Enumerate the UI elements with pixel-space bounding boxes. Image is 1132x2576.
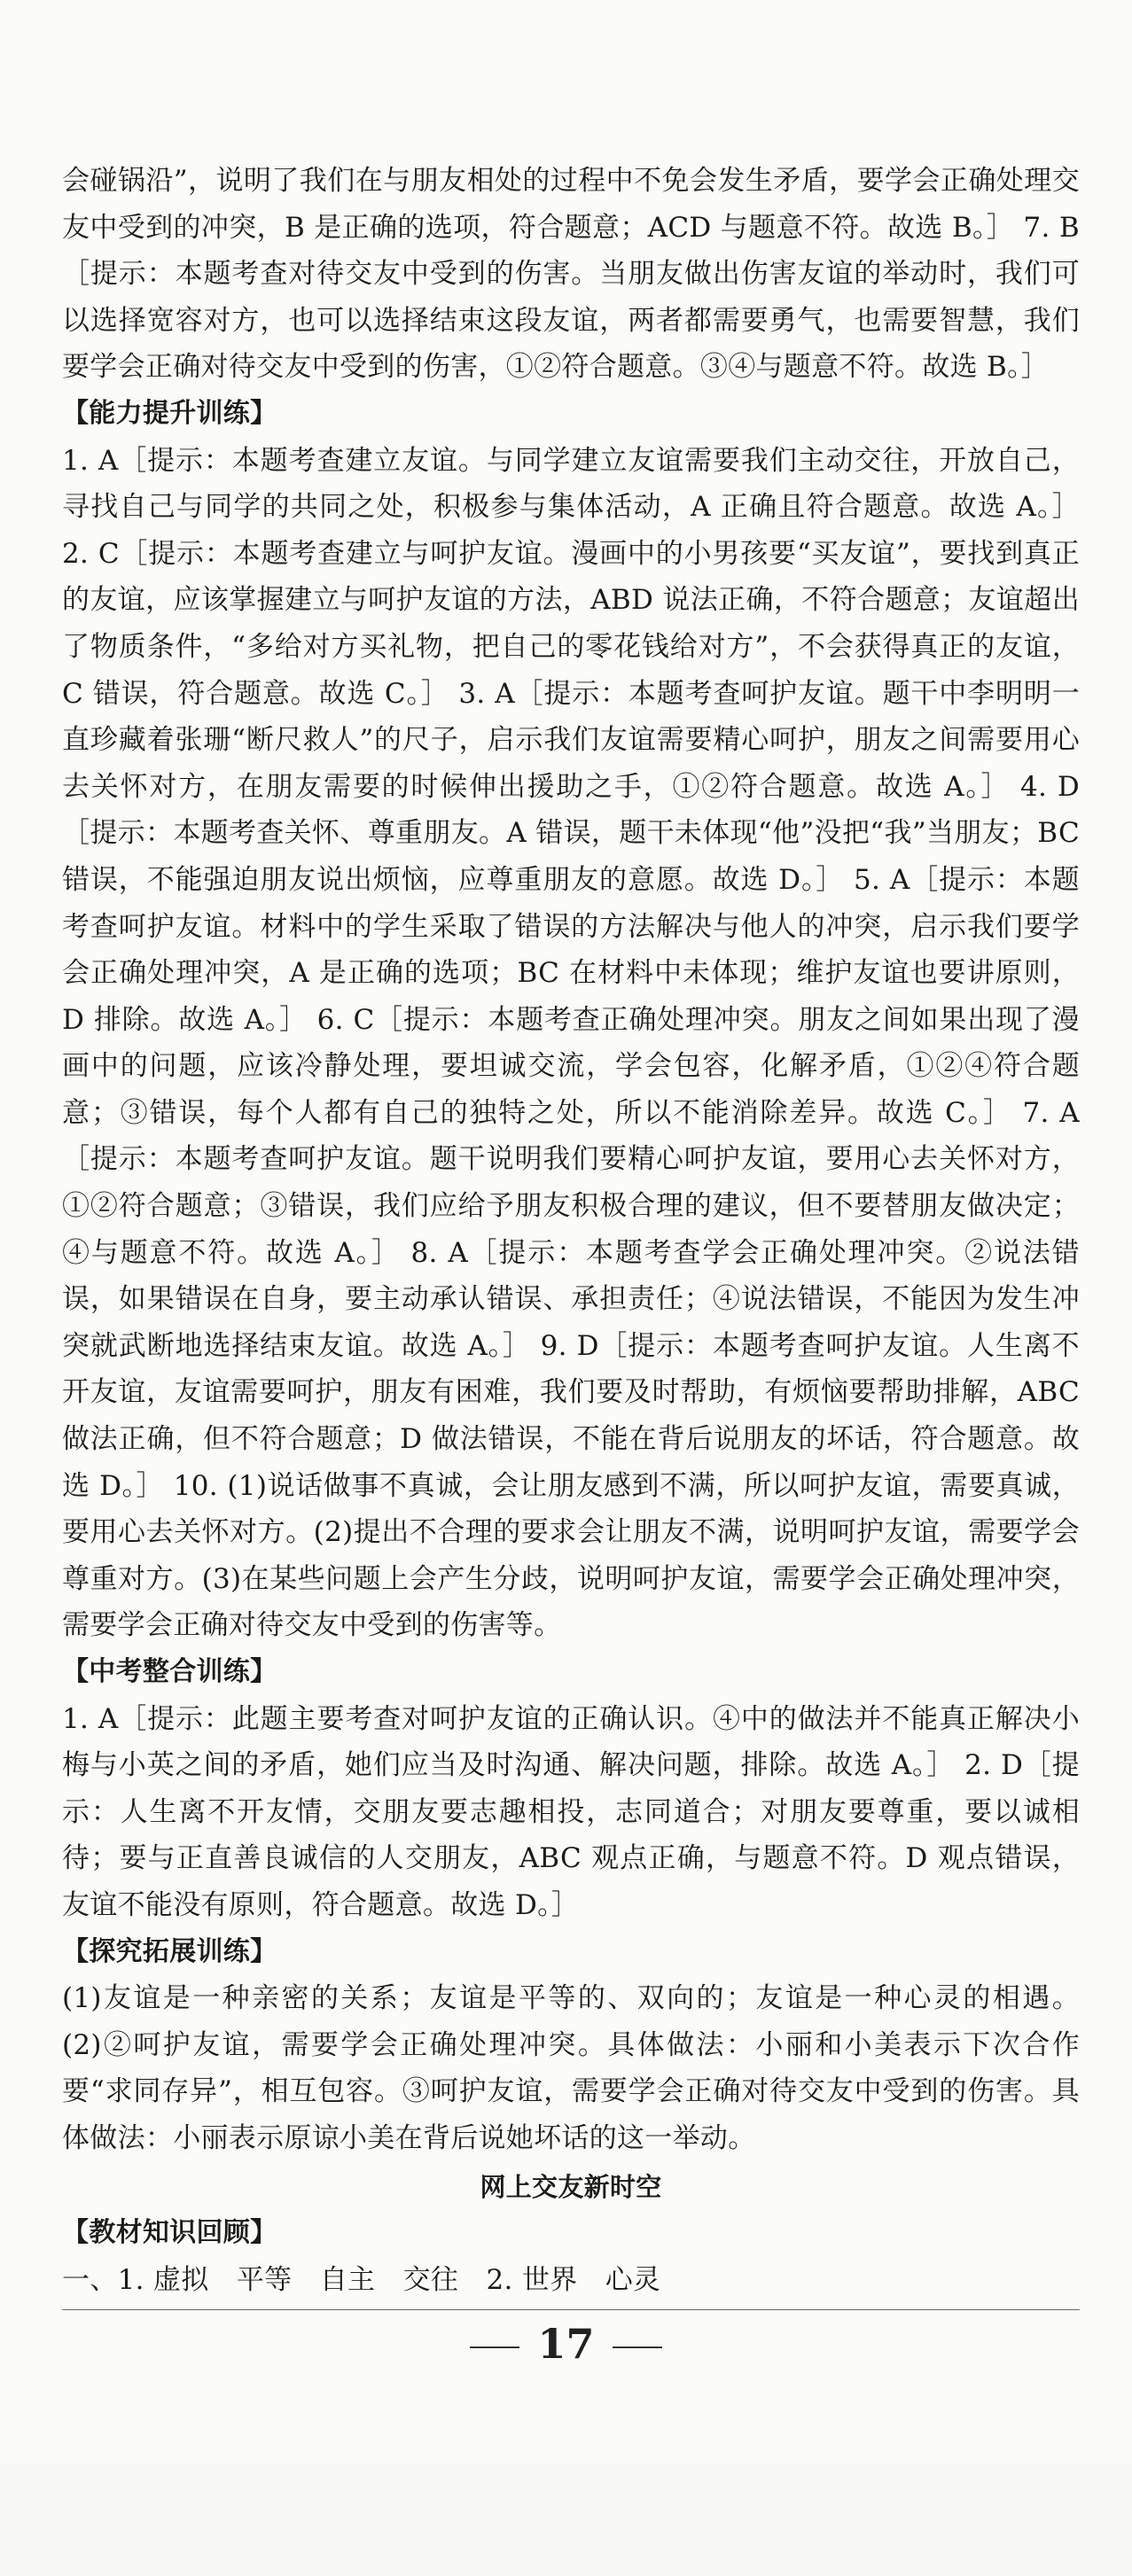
section-heading: 【探究拓展训练】	[62, 1935, 277, 1967]
page-number: 17	[537, 2320, 595, 2368]
footer-dash-left	[470, 2346, 519, 2348]
lesson-title: 网上交友新时空	[480, 2171, 662, 2202]
answer-text-body	[62, 158, 1080, 2303]
answer-paragraph: 一、1. 虚拟 平等 自主 交往 2. 世界 心灵	[62, 2263, 661, 2296]
answer-paragraph: 1. A［提示：本题考查建立友谊。与同学建立友谊需要我们主动交往，开放自己，寻找自己与同学的共同之处，积极参与集体活动，A 正确且符合题意。故选 A。］ 2. C［提示：本题考查建立与呵护友谊。漫画中的小男孩要“买友谊”，要找到真正的友谊，应该掌握建立与呵护友谊的方法，ABD 说法正确，不符合题意；友谊超出了物质条件，“多给对方买礼物，把自己的零花钱给对方”，不会获得真正的友谊，C 错误，符合题意。故选 C。］ 3. A［提示：本题考查呵护友谊。题干中李明明一直珍藏着张珊“断尺救人”的尺子，启示我们友谊需要精心呵护，朋友之间需要用心去关怀对方，在朋友需要的时候伸出援助之手，①②符合题意。故选 A。］ 4. D［提示：本题考查关怀、尊重朋友。A 错误，题干未体现“他”没把“我”当朋友；BC 错误，不能强迫朋友说出烦恼，应尊重朋友的意愿。故选 D。］ 5. A［提示：本题考查呵护友谊。材料中的学生采取了错误的方法解决与他人的冲突，启示我们要学会正确处理冲突，A 是正确的选项；BC 在材料中未体现；维护友谊也要讲原则，D 排除。故选 A。］ 6. C［提示：本题考查正确处理冲突。朋友之间如果出现了漫画中的问题，应该冷静处理，要坦诚交流，学会包容，化解矛盾，①②④符合题意；③错误，每个人都有自己的独特之处，所以不能消除差异。故选 C。］ 7. A［提示：本题考查呵护友谊。题干说明我们要精心呵护友谊，要用心去关怀对方，①②符合题意；③错误，我们应给予朋友积极合理的建议，但不要替朋友做决定；④与题意不符。故选 A。］ 8. A［提示：本题考查学会正确处理冲突。②说法错误，如果错误在自身，要主动承认错误、承担责任；④说法错误，不能因为发生冲突就武断地选择结束友谊。故选 A。］ 9. D［提示：本题考查呵护友谊。人生离不开友谊，友谊需要呵护，朋友有困难，我们要及时帮助，有烦恼要帮助排解，ABC 做法正确，但不符合题意；D 做法错误，不能在背后说朋友的坏话，符合题意。故选 D。］ 10. (1)说话做事不真诚，会让朋友感到不满，所以呵护友谊，需要真诚，要用心去关怀对方。(2)提出不合理的要求会让朋友不满，说明呵护友谊，需要学会尊重对方。(3)在某些问题上会产生分歧，说明呵护友谊，需要学会正确处理冲突，需要学会正确对待交友中受到的伤害等。	[62, 444, 1080, 1642]
section-heading: 【能力提升训练】	[62, 397, 277, 429]
blank-margin	[0, 2463, 1132, 2576]
answer-paragraph: 1. A［提示：此题主要考查对呵护友谊的正确认识。④中的做法并不能真正解决小梅与小英之间的矛盾，她们应当及时沟通、解决问题，排除。故选 A。］ 2. D［提示：人生离不开友情，交朋友要志趣相投，志同道合；对朋友要尊重，要以诚相待；要与正直善良诚信的人交朋友，ABC 观点正确，与题意不符。D 观点错误，友谊不能没有原则，符合题意。故选 D。］	[62, 1702, 1080, 1921]
page-footer	[0, 2320, 1132, 2368]
footer-dash-right	[613, 2346, 662, 2348]
section-heading: 【中考整合训练】	[62, 1656, 277, 1687]
answer-paragraph: 会碰锅沿”，说明了我们在与朋友相处的过程中不免会发生矛盾，要学会正确处理交友中受到的冲突，B 是正确的选项，符合题意；ACD 与题意不符。故选 B。］ 7. B［提示：本题考查对待交友中受到的伤害。当朋友做出伤害友谊的举动时，我们可以选择宽容对方，也可以选择结束这段友谊，两者都需要勇气，也需要智慧，我们要学会正确对待交友中受到的伤害，①②符合题意。③④与题意不符。故选 B。］	[62, 165, 1080, 384]
section-heading: 【教材知识回顾】	[62, 2217, 277, 2249]
answer-paragraph: (1)友谊是一种亲密的关系；友谊是平等的、双向的；友谊是一种心灵的相遇。(2)②呵护友谊，需要学会正确处理冲突。具体做法：小丽和小美表示下次合作要“求同存异”，相互包容。③呵护友谊，需要学会正确对待交友中受到的伤害。具体做法：小丽表示原谅小美在背后说她坏话的这一举动。	[62, 1982, 1080, 2154]
footer-rule	[62, 2309, 1080, 2310]
